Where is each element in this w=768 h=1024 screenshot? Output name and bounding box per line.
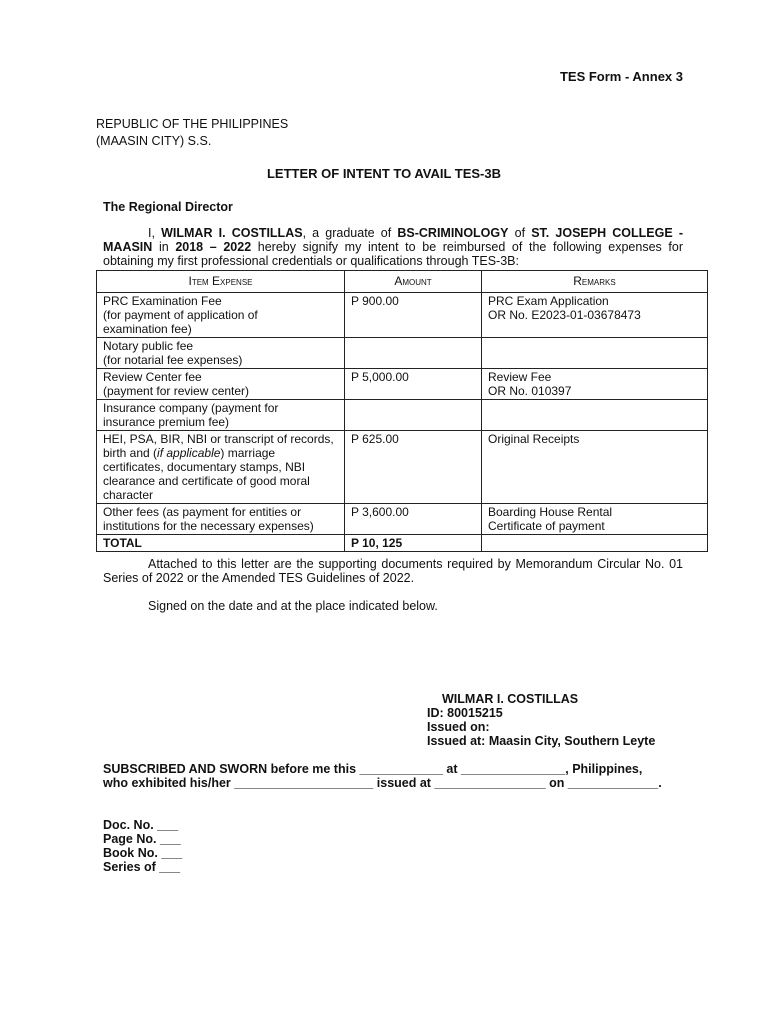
total-label: TOTAL [97, 535, 345, 552]
total-row [97, 535, 708, 552]
issued-at: Issued at: Maasin City, Southern Leyte [427, 734, 656, 748]
item-cell: Review Center fee (payment for review center) [97, 369, 345, 400]
degree: BS-CRIMINOLOGY [397, 226, 509, 240]
attached-paragraph: Attached to this letter are the supporting documents required by Memorandum Circular No. 01 Series of 2022 or the Amended TES Guidelines of 2022. [103, 557, 683, 585]
jurat-line-2: who exhibited his/her ____________________ issued at ________________ on _____________. [103, 776, 662, 790]
amount-cell [345, 400, 482, 431]
table-row [97, 293, 708, 338]
amount-cell: P 3,600.00 [345, 504, 482, 535]
applicant-name: WILMAR I. COSTILLAS [161, 226, 303, 240]
item-cell: Other fees (as payment for entities or institutions for the necessary expenses) [97, 504, 345, 535]
intro-text: , a graduate of [302, 226, 398, 240]
remarks-cell [482, 338, 708, 369]
years: 2018 – 2022 [175, 240, 252, 254]
amount-cell: P 900.00 [345, 293, 482, 338]
addressee: The Regional Director [103, 200, 233, 214]
table-row [97, 338, 708, 369]
table-header-row [97, 271, 708, 293]
jurat-block [103, 762, 683, 790]
page-no: Page No. ___ [103, 832, 181, 846]
item-cell: Insurance company (payment for insurance premium fee) [97, 400, 345, 431]
header-amount: Amount [345, 271, 482, 293]
notary-block [103, 818, 182, 874]
issued-on: Issued on: [427, 720, 490, 734]
intro-text: in [152, 240, 176, 254]
amount-cell [345, 338, 482, 369]
republic-heading: REPUBLIC OF THE PHILIPPINES [96, 117, 289, 131]
table-row [97, 400, 708, 431]
signature-block [427, 692, 655, 748]
amount-cell: P 625.00 [345, 431, 482, 504]
intro-text: I, [148, 226, 162, 240]
header-item-expense: Item Expense [97, 271, 345, 293]
signatory-id: ID: 80015215 [427, 706, 503, 720]
jurat-line-1: SUBSCRIBED AND SWORN before me this ____________ at _______________, Philippines, [103, 762, 643, 776]
expenses-table [96, 270, 708, 552]
total-remarks [482, 535, 708, 552]
table-row [97, 504, 708, 535]
intro-paragraph [103, 226, 683, 268]
item-cell: PRC Examination Fee (for payment of application of examination fee) [97, 293, 345, 338]
item-cell: Notary public fee (for notarial fee expenses) [97, 338, 345, 369]
total-amount: P 10, 125 [345, 535, 482, 552]
remarks-cell [482, 400, 708, 431]
series-of: Series of ___ [103, 860, 181, 874]
form-annex-label: TES Form - Annex 3 [559, 69, 683, 84]
table-row [97, 431, 708, 504]
signed-paragraph: Signed on the date and at the place indicated below. [148, 599, 438, 613]
jurisdiction-block [96, 116, 288, 150]
remarks-cell: Review Fee OR No. 010397 [482, 369, 708, 400]
letter-title: LETTER OF INTENT TO AVAIL TES-3B [266, 166, 501, 181]
item-cell: HEI, PSA, BIR, NBI or transcript of records, birth and (if applicable) marriage certificates, documentary stamps, NBI clearance and certificate of good moral character [97, 431, 345, 504]
school: ST. JOSEPH COLLEGE - MAASIN [103, 226, 684, 254]
table-row [97, 369, 708, 400]
header-remarks: Remarks [482, 271, 708, 293]
remarks-cell: Original Receipts [482, 431, 708, 504]
city-heading: (MAASIN CITY) S.S. [96, 134, 212, 148]
intro-text: of [508, 226, 532, 240]
doc-no: Doc. No. ___ [103, 818, 179, 832]
remarks-cell: Boarding House Rental Certificate of payment [482, 504, 708, 535]
book-no: Book No. ___ [103, 846, 183, 860]
remarks-cell: PRC Exam Application OR No. E2023-01-03678473 [482, 293, 708, 338]
signatory-name: WILMAR I. COSTILLAS [442, 692, 579, 706]
intro-text: hereby signify my intent to be reimbursed of the following expenses for obtaining my first professional credentials or qualifications through TES-3B: [103, 240, 683, 268]
amount-cell: P 5,000.00 [345, 369, 482, 400]
